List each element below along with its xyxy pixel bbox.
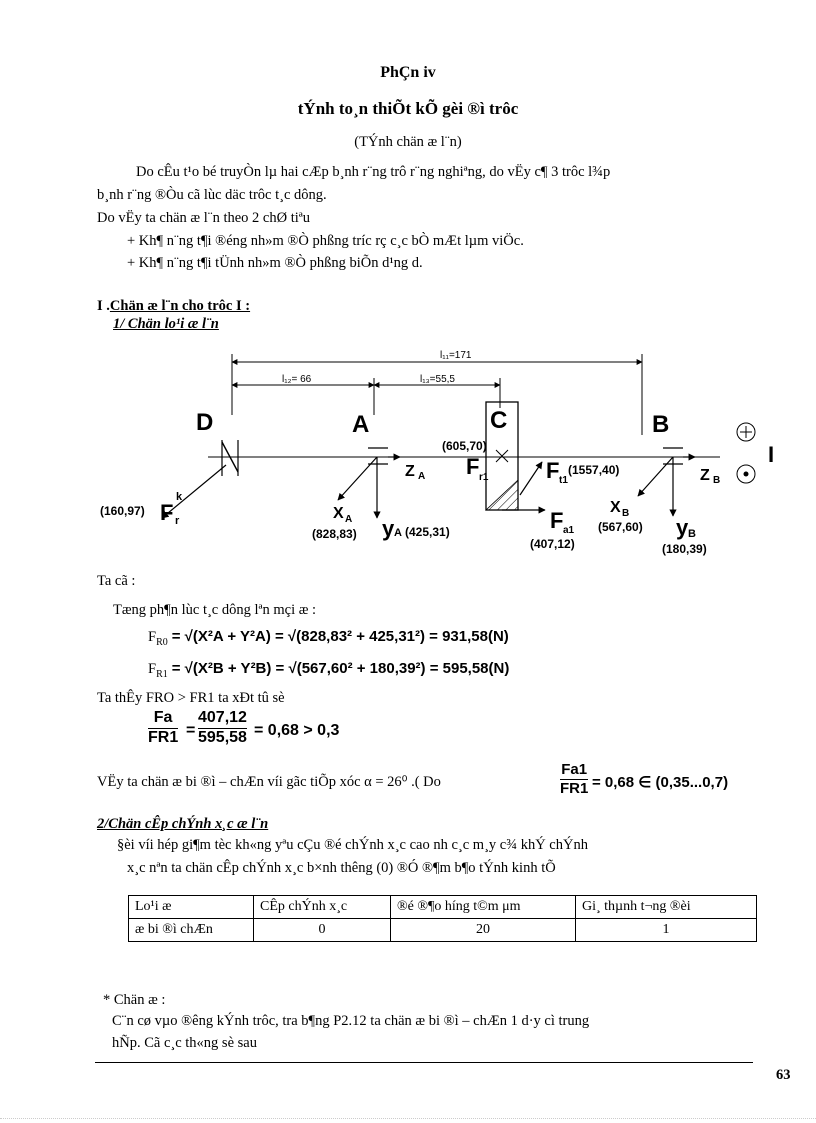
- table-header-row: [129, 896, 757, 919]
- formula-fr0: [148, 628, 509, 648]
- choose-den: FR1: [560, 779, 589, 797]
- intro-line-1: Do cÊu t¹o bé truyÒn lµ hai cÆp b¸nh r¨ng trô r¨ng nghiªng, do vËy c¶ 3 trôc l¾p: [136, 164, 611, 180]
- fa1-value: (407,12): [530, 537, 575, 551]
- choose-fraction: [560, 762, 588, 797]
- table-cell: 0: [254, 919, 391, 942]
- label-c: C: [490, 407, 508, 434]
- page-number: 63: [776, 1067, 791, 1083]
- compare-text: Ta thÊy FRO > FR1 ta xÐt tû sè: [97, 690, 285, 706]
- dim-a-label: l₁₂= 66: [282, 374, 312, 385]
- ft1-sub: t1: [559, 475, 568, 486]
- intro-bullet-2: + Kh¶ n¨ng t¶i tÜnh nh»m ®Ò phßng biÕn d¹ng d.: [127, 255, 423, 271]
- xb-value: (567,60): [598, 520, 643, 534]
- xa-value: (828,83): [312, 527, 357, 541]
- ratio-den-right: 595,58: [198, 728, 247, 746]
- fa1-sub: a1: [563, 525, 575, 536]
- section-2-heading: 2/Chän cÊp chÝnh x¸c æ l¨n: [97, 816, 269, 832]
- out-of-page-dot: [744, 472, 749, 477]
- xb-label: X: [610, 499, 621, 516]
- ft1-label: F: [546, 458, 560, 483]
- choose-bearing-line-1: C¨n cø vµo ®êng kÝnh trôc, tra b¶ng P2.12 ta chän æ bi ®ì – chÆn 1 d·y cì trung: [112, 1013, 590, 1029]
- footer-rule: [95, 1062, 753, 1063]
- table-header-cell: Lo¹i æ: [129, 896, 254, 919]
- section-1-heading: [97, 298, 250, 315]
- intro-line-3: Do vËy ta chän æ l¨n theo 2 chØ tiªu: [97, 210, 310, 226]
- section-2-line-1: §èi víi hép gi¶m tèc kh«ng yªu cÇu ®é chÝnh x¸c cao nh c¸c m¸y c¾ khÝ chÝnh: [117, 837, 588, 853]
- choose-bearing-label: * Chän æ :: [103, 992, 166, 1008]
- choose-bearing-line-2: hÑp. Cã c¸c th«ng sè sau: [112, 1035, 257, 1051]
- fr0-rhs: = √(X²A + Y²A) = √(828,83² + 425,31²) = 931,58(N): [171, 628, 509, 645]
- fr1-lhs-sub: R1: [156, 669, 168, 681]
- force-frk-sub: r: [175, 515, 180, 527]
- force-xb-arrow: [638, 457, 673, 496]
- formula-fr1: [148, 660, 509, 680]
- dim-total-label: l₁₁=171: [440, 350, 472, 361]
- ya-value: (425,31): [405, 525, 450, 539]
- section-2-line-2: x¸c nªn ta chän cÊp chÝnh x¸c b×nh thêng (0) ®Ó ®¶m b¶o tÝnh kinh tÕ: [127, 860, 556, 876]
- zb-sub: B: [713, 475, 721, 486]
- za-label: Z: [405, 463, 415, 480]
- table-header-cell: CÊp chÝnh x¸c: [254, 896, 391, 919]
- fr0-lhs: F: [148, 629, 157, 645]
- label-shaft-i: I: [768, 442, 775, 467]
- page-subtitle: (TÝnh chän æ l¨n): [354, 134, 462, 150]
- xb-sub: B: [622, 508, 630, 519]
- ratio-num-left: Fa: [153, 709, 173, 726]
- table-cell: 1: [576, 919, 757, 942]
- shaft-force-diagram: [90, 340, 790, 570]
- yb-sub: B: [688, 528, 696, 540]
- fr1-sub: r1: [479, 472, 489, 483]
- xa-sub: A: [345, 514, 353, 525]
- tong-phan-luc: Tæng ph¶n lùc t¸c dông lªn mçi æ :: [113, 602, 317, 618]
- choose-text: VËy ta chän æ bi ®ì – chÆn víi gãc tiÕp xóc α = 26⁰ .( Do: [97, 774, 441, 790]
- xa-label: X: [333, 505, 344, 522]
- part-heading: PhÇn iv: [380, 64, 436, 81]
- choose-result: = 0,68 ∈ (0,35...0,7): [592, 774, 729, 791]
- section-1-title: Chän æ l¨n cho trôc I :: [109, 298, 251, 314]
- ratio-fraction-left: [148, 710, 178, 747]
- fr1-value: (605,70): [442, 439, 487, 453]
- yb-value: (180,39): [662, 542, 707, 556]
- force-frk-sup: k: [176, 491, 183, 503]
- gear-c-hatch: [486, 480, 518, 510]
- ya-sub: A: [394, 527, 402, 539]
- ratio-eq: =: [186, 722, 196, 739]
- table-cell: æ bi ®ì chÆn: [129, 919, 254, 942]
- force-frk-label: F: [160, 500, 174, 525]
- fa1-label: F: [550, 508, 564, 533]
- precision-table: [128, 895, 757, 942]
- intro-line-2: b¸nh r¨ng ®Òu cã lùc däc trôc t¸c dông.: [97, 187, 327, 203]
- fr1-lhs: F: [148, 661, 157, 677]
- choose-num: Fa1: [561, 761, 588, 778]
- force-xa-arrow: [338, 457, 377, 500]
- dim-b-label: l₁₃=55,5: [420, 374, 455, 385]
- section-1-prefix: I .: [97, 298, 110, 314]
- ft1-value: (1557,40): [568, 463, 620, 477]
- ratio-result: = 0,68 > 0,3: [254, 722, 340, 739]
- label-a: A: [352, 411, 370, 438]
- label-b: B: [652, 411, 670, 438]
- intro-bullet-1: + Kh¶ n¨ng t¶i ®éng nh»m ®Ò phßng tríc rç c¸c bÒ mÆt lµm viÖc.: [127, 233, 524, 249]
- ya-label: y: [382, 516, 395, 541]
- force-frk-value: (160,97): [100, 504, 145, 518]
- label-d: D: [196, 409, 214, 436]
- table-header-cell: ®é ®¶o híng t©m μm: [391, 896, 576, 919]
- force-ft1-arrow: [520, 462, 542, 495]
- fr0-lhs-sub: R0: [156, 637, 168, 649]
- za-sub: A: [418, 471, 426, 482]
- ratio-fraction-right: [198, 710, 247, 747]
- table-header-cell: Gi¸ thµnh t¬ng ®èi: [576, 896, 757, 919]
- ratio-num-right: 407,12: [198, 709, 247, 726]
- fr1-label: F: [466, 454, 480, 479]
- table-cell: 20: [391, 919, 576, 942]
- table-row: [129, 919, 757, 942]
- fr1-rhs: = √(X²B + Y²B) = √(567,60² + 180,39²) = 595,58(N): [171, 660, 510, 677]
- ta-co: Ta cã :: [97, 573, 136, 589]
- page-edge: [0, 1118, 816, 1119]
- page-title: tÝnh to¸n thiÕt kÕ gèi ®ì trôc: [297, 99, 519, 118]
- ratio-den-left: FR1: [148, 728, 179, 746]
- zb-label: Z: [700, 467, 710, 484]
- section-1-sub-1: 1/ Chän lo¹i æ l¨n: [113, 316, 219, 332]
- yb-label: y: [676, 515, 689, 540]
